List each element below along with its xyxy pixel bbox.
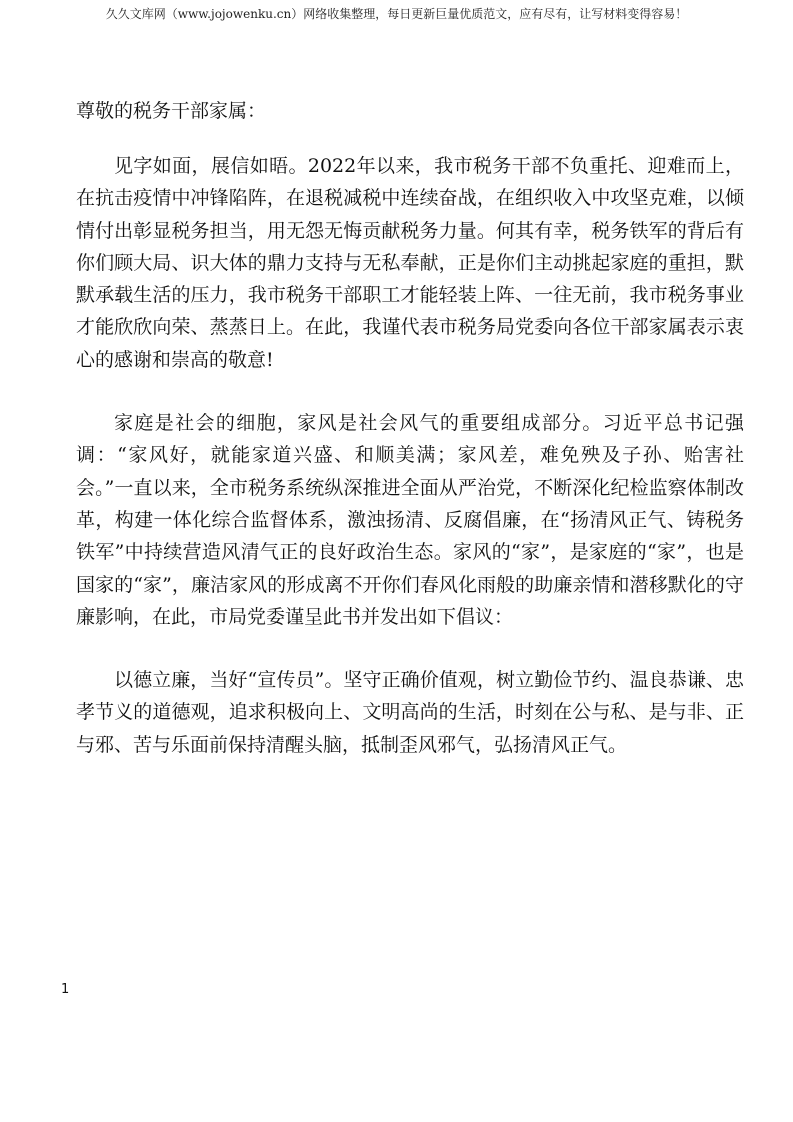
page-number: 1 — [61, 982, 70, 997]
paragraph-virtue-integrity: 以德立廉，当好“宣传员”。坚守正确价值观，树立勤俭节约、温良恭谦、忠孝节义的道德观，追求积极向上、文明高尚的生活，时刻在公与私、是与非、正与邪、苦与乐面前保持清醒头脑，抵制歪风邪气，弘扬清风正气。 — [76, 669, 744, 756]
letter-body — [76, 95, 744, 792]
header-banner: 久久文库网（www.jojowenku.cn）网络收集整理，每日更新巨量优质范文，应有尽有，让写材料变得容易！ — [105, 7, 688, 21]
letter-salutation: 尊敬的税务干部家属： — [76, 100, 267, 122]
paragraph-family-values: 家庭是社会的细胞，家风是社会风气的重要组成部分。习近平总书记强调：“家风好，就能家道兴盛、和顺美满；家风差，难免殃及子孙、贻害社会。”一直以来，全市税务系统纵深推进全面从严治党，不断深化纪检监察体制改革，构建一体化综合监督体系，激浊扬清、反腐倡廉，在“扬清风正气、铸税务铁军”中持续营造风清气正的良好政治生态。家风的“家”，是家庭的“家”，也是国家的“家”，廉洁家风的形成离不开你们春风化雨般的助廉亲情和潜移默化的守廉影响，在此，市局党委谨呈此书并发出如下倡议： — [76, 412, 744, 628]
paragraph-intro: 见字如面，展信如晤。2022年以来，我市税务干部不负重托、迎难而上，在抗击疫情中冲锋陷阵，在退税减税中连续奋战，在组织收入中攻坚克难，以倾情付出彰显税务担当，用无怨无悔贡献税务力量。何其有幸，税务铁军的背后有你们顾大局、识大体的鼎力支持与无私奉献，正是你们主动挑起家庭的重担，默默承载生活的压力，我市税务干部职工才能轻装上阵、一往无前，我市税务事业才能欣欣向荣、蒸蒸日上。在此，我谨代表市税务局党委向各位干部家属表示衷心的感谢和崇高的敬意! — [76, 155, 744, 371]
